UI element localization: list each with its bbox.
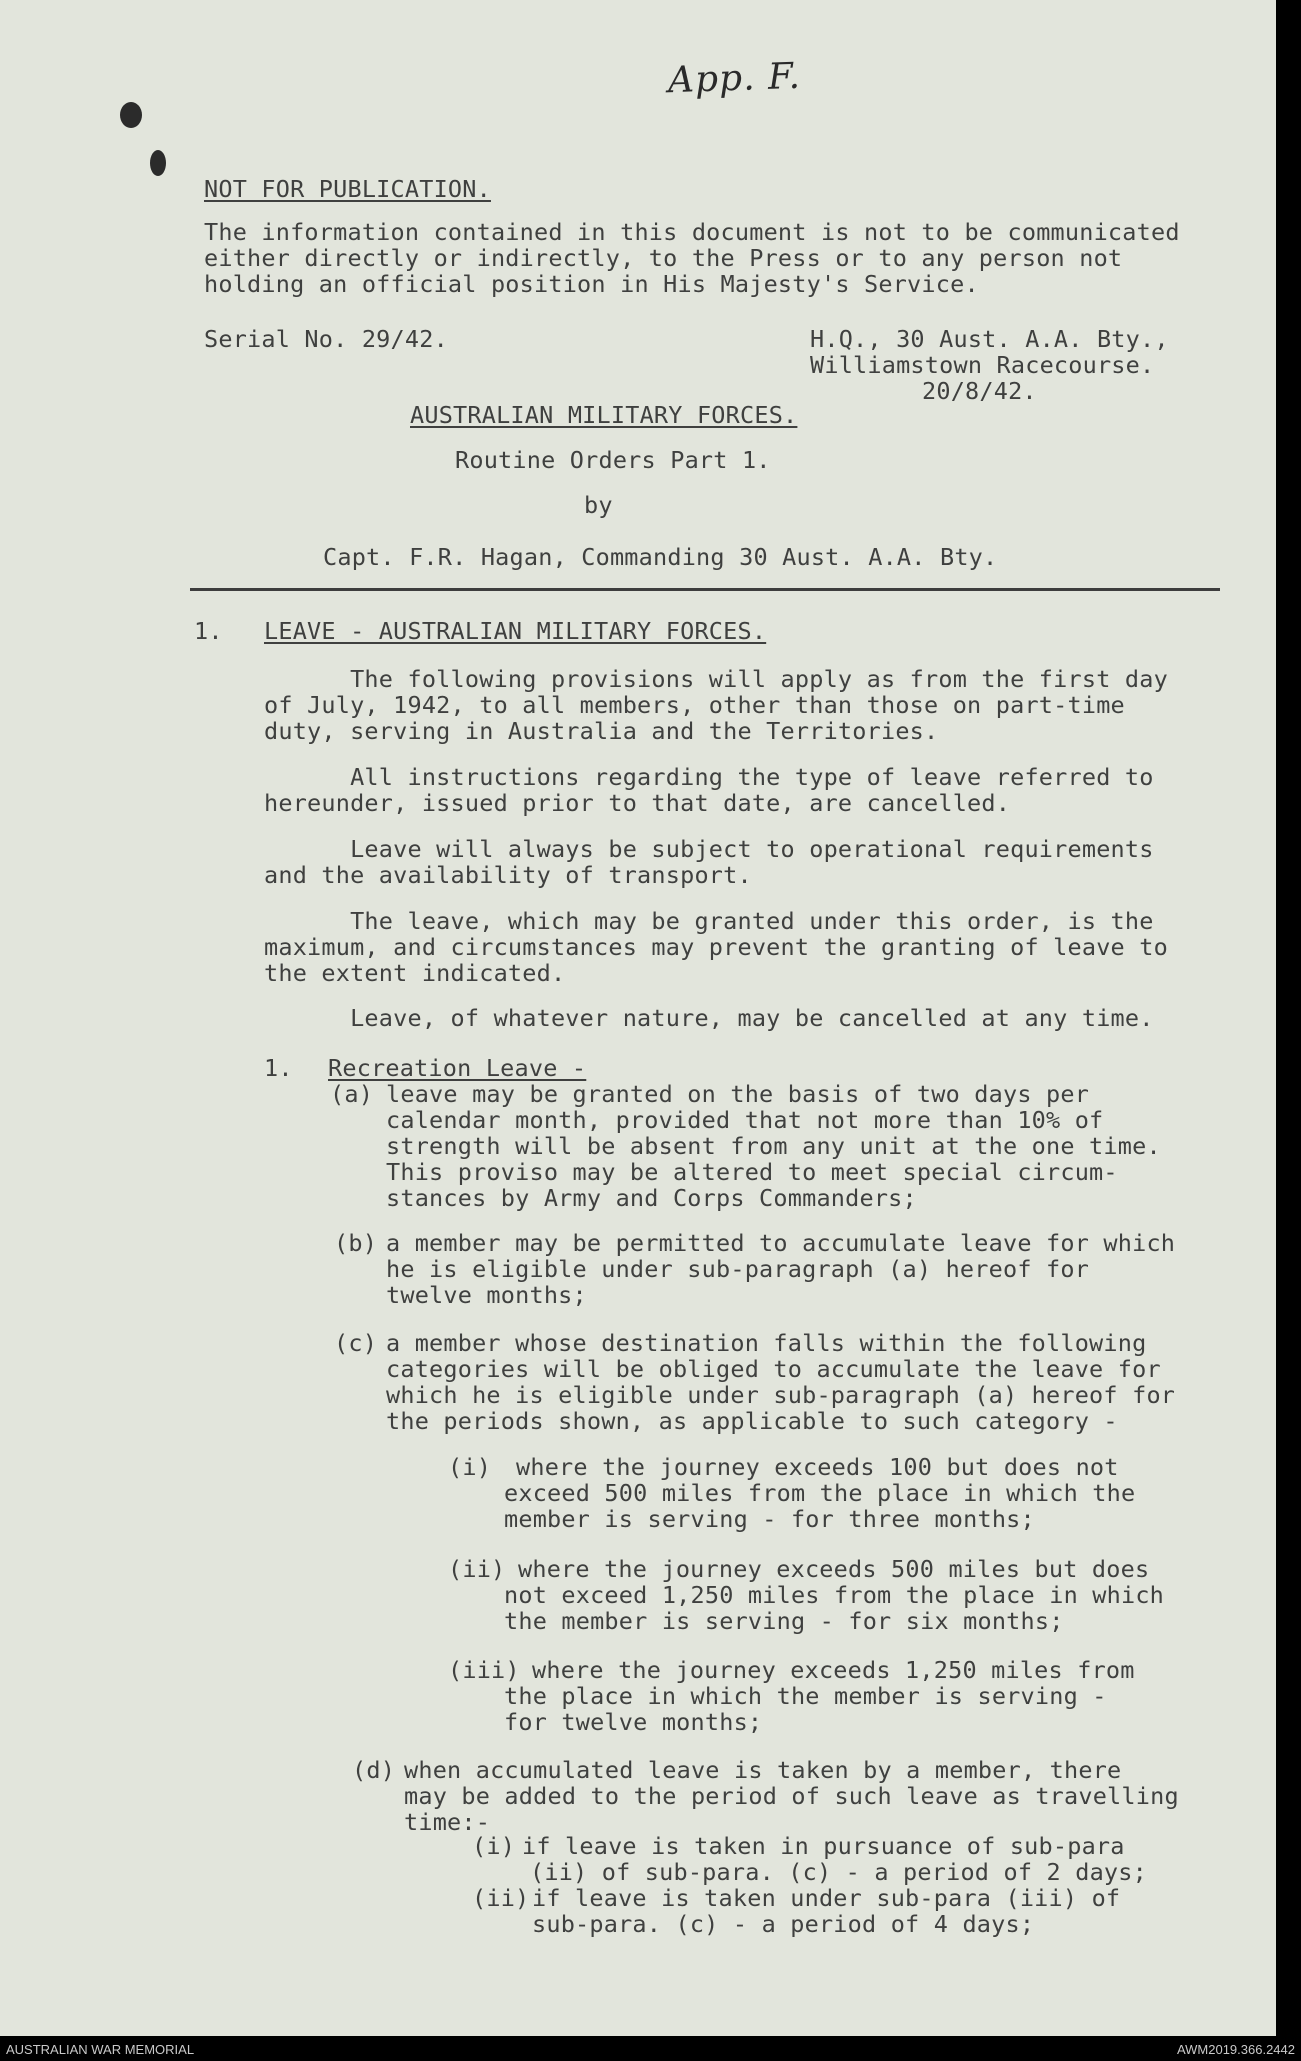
order-title: Routine Orders Part 1. — [455, 446, 771, 474]
order-date: 20/8/42. — [922, 377, 1037, 405]
archive-footer — [0, 2036, 1301, 2061]
paragraph-line: duty, serving in Australia and the Territories. — [264, 717, 939, 745]
punch-hole-bottom — [150, 150, 166, 176]
item-d-label: (d) — [352, 1756, 396, 1784]
item-c-iii-label: (iii) — [448, 1656, 520, 1684]
item-c-i-line: where the journey exceeds 100 but does not — [516, 1453, 1119, 1481]
serial-number: Serial No. 29/42. — [204, 325, 448, 353]
notice-line: holding an official position in His Majesty's Service. — [204, 270, 979, 298]
item-d-line: may be added to the period of such leave as travelling — [404, 1782, 1179, 1810]
item-c-line: which he is eligible under sub-paragraph (a) hereof for — [386, 1381, 1176, 1409]
item-c-i-line: member is serving - for three months; — [504, 1505, 1035, 1533]
item-a-line: stances by Army and Corps Commanders; — [386, 1184, 917, 1212]
item-b-line: he is eligible under sub-paragraph (a) hereof for — [386, 1255, 1090, 1283]
item-c-ii-line: where the journey exceeds 500 miles but does — [518, 1555, 1150, 1583]
item-a-label: (a) — [330, 1080, 374, 1108]
paragraph-line: of July, 1942, to all members, other than those on part-time — [264, 691, 1125, 719]
item-c-ii-line: the member is serving - for six months; — [504, 1607, 1064, 1635]
handwritten-annotation: App. F. — [667, 55, 802, 102]
paragraph-line: Leave, of whatever nature, may be cancelled at any time. — [264, 1004, 1154, 1032]
item-d-line: when accumulated leave is taken by a member, there — [404, 1756, 1122, 1784]
notice-line: The information contained in this document is not to be communicated — [204, 218, 1180, 246]
paragraph-line: The following provisions will apply as from the first day — [264, 665, 1168, 693]
item-d-i-line: if leave is taken in pursuance of sub-para — [522, 1832, 1125, 1860]
item-c-line: the periods shown, as applicable to such category - — [386, 1407, 1118, 1435]
paragraph-line: Leave will always be subject to operational requirements — [264, 835, 1154, 863]
paragraph-line: the extent indicated. — [264, 959, 566, 987]
footer-accession-id: AWM2019.366.2442 — [1176, 2042, 1295, 2057]
paragraph-line: All instructions regarding the type of leave referred to — [264, 763, 1154, 791]
restriction-heading: NOT FOR PUBLICATION. — [204, 175, 491, 203]
item-c-line: categories will be obliged to accumulate the leave for — [386, 1355, 1161, 1383]
item-c-line: a member whose destination falls within the following — [386, 1329, 1147, 1357]
commander-line: Capt. F.R. Hagan, Commanding 30 Aust. A.A. Bty. — [323, 543, 998, 571]
paragraph-line: The leave, which may be granted under this order, is the — [264, 907, 1154, 935]
item-a-line: strength will be absent from any unit at the one time. — [386, 1132, 1161, 1160]
item-c-i-label: (i) — [448, 1453, 492, 1481]
item-c-ii-line: not exceed 1,250 miles from the place in which — [504, 1581, 1165, 1609]
item-c-iii-line: the place in which the member is serving - — [504, 1682, 1107, 1710]
section-number: 1. — [194, 617, 223, 645]
item-c-iii-line: for twelve months; — [504, 1708, 763, 1736]
item-d-ii-line: sub-para. (c) - a period of 4 days; — [532, 1910, 1035, 1938]
item-a-line: This proviso may be altered to meet special circum- — [386, 1158, 1118, 1186]
item-b-line: a member may be permitted to accumulate leave for which — [386, 1229, 1176, 1257]
subsection-number: 1. — [264, 1054, 293, 1082]
item-d-ii-line: if leave is taken under sub-para (iii) of — [532, 1884, 1121, 1912]
footer-source: AUSTRALIAN WAR MEMORIAL — [6, 2042, 195, 2057]
hq-address-line: H.Q., 30 Aust. A.A. Bty., — [810, 325, 1169, 353]
item-c-iii-line: where the journey exceeds 1,250 miles from — [532, 1656, 1135, 1684]
paragraph-line: hereunder, issued prior to that date, are cancelled. — [264, 789, 1011, 817]
section-heading: LEAVE - AUSTRALIAN MILITARY FORCES. — [264, 617, 767, 645]
item-c-ii-label: (ii) — [448, 1555, 506, 1583]
by-line: by — [584, 491, 613, 519]
forces-heading: AUSTRALIAN MILITARY FORCES. — [410, 401, 798, 429]
item-d-line: time:- — [404, 1808, 491, 1836]
item-b-line: twelve months; — [386, 1281, 587, 1309]
item-d-i-label: (i) — [472, 1832, 516, 1860]
item-b-label: (b) — [334, 1229, 378, 1257]
item-c-label: (c) — [334, 1329, 378, 1357]
item-a-line: leave may be granted on the basis of two days per — [386, 1080, 1090, 1108]
subsection-heading: Recreation Leave - — [328, 1054, 587, 1082]
paragraph-line: and the availability of transport. — [264, 861, 752, 889]
section-divider — [190, 588, 1220, 591]
item-c-i-line: exceed 500 miles from the place in which the — [504, 1479, 1136, 1507]
item-d-i-line: (ii) of sub-para. (c) - a period of 2 days; — [530, 1858, 1147, 1886]
paragraph-line: maximum, and circumstances may prevent the granting of leave to — [264, 933, 1168, 961]
item-d-ii-label: (ii) — [472, 1884, 530, 1912]
notice-line: either directly or indirectly, to the Press or to any person not — [204, 244, 1123, 272]
item-a-line: calendar month, provided that not more than 10% of — [386, 1106, 1104, 1134]
hq-address-line: Williamstown Racecourse. — [810, 351, 1155, 379]
punch-hole-top — [120, 102, 142, 128]
